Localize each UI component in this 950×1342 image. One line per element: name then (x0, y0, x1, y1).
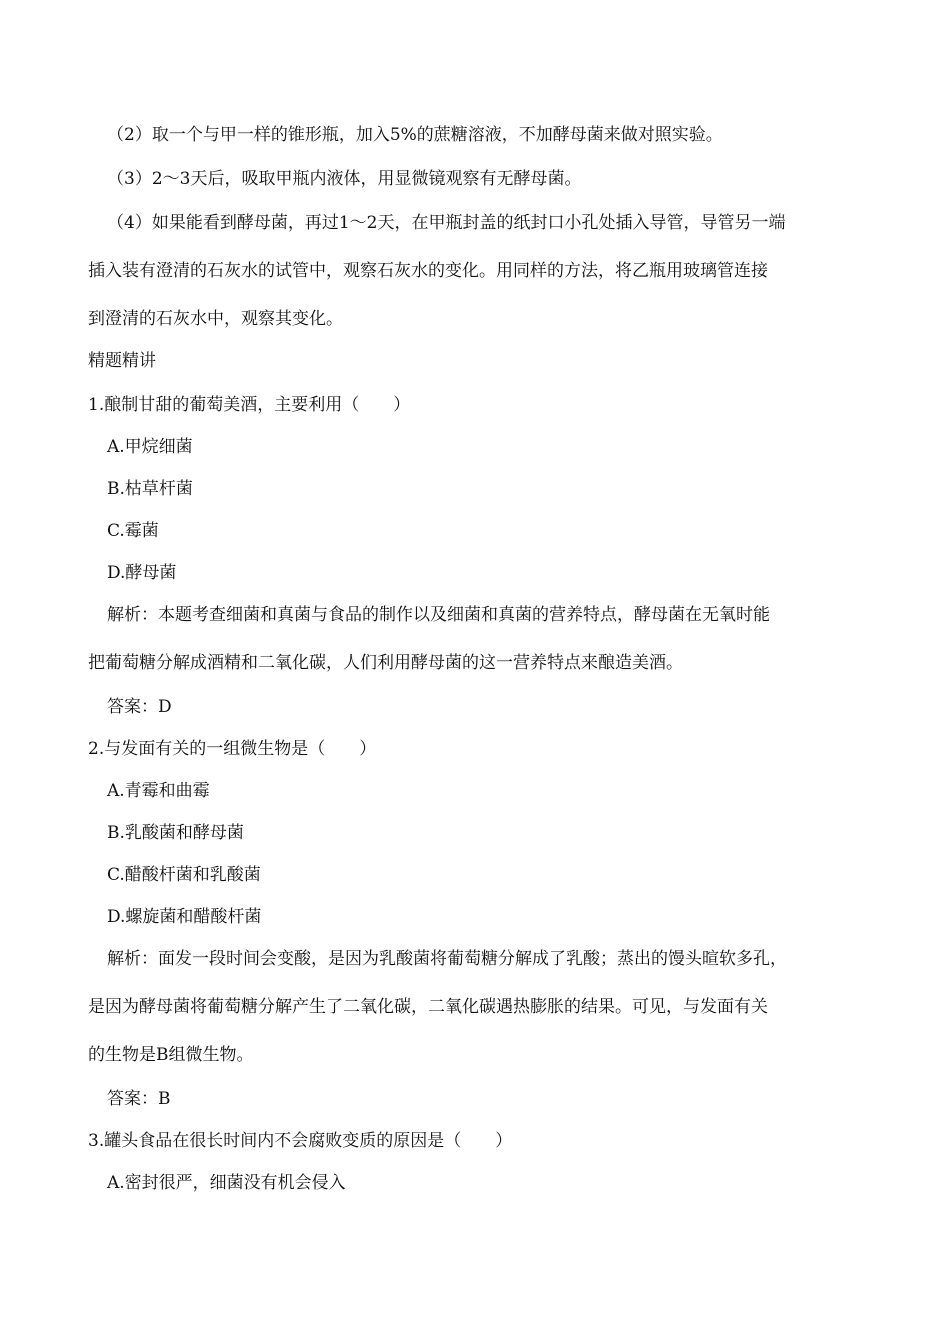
question-3-option-a: A.密封很严，细菌没有机会侵入 (107, 1173, 346, 1193)
question-1-option-b: B.枯草杆菌 (107, 479, 193, 499)
question-2-option-c: C.醋酸杆菌和乳酸菌 (107, 865, 261, 885)
question-2-stem: 2.与发面有关的一组微生物是（ ） (88, 739, 377, 759)
question-1-analysis-line-1: 解析：本题考查细菌和真菌与食品的制作以及细菌和真菌的营养特点，酵母菌在无氧时能 (107, 605, 770, 625)
question-1-stem: 1.酿制甘甜的葡萄美酒，主要利用（ ） (88, 395, 411, 415)
question-2-answer: 答案：B (107, 1089, 171, 1109)
question-1-option-a: A.甲烷细菌 (107, 437, 193, 457)
experiment-step-3: （3）2～3天后，吸取甲瓶内液体，用显微镜观察有无酵母菌。 (107, 169, 582, 189)
experiment-step-4-line-2: 插入装有澄清的石灰水的试管中，观察石灰水的变化。用同样的方法，将乙瓶用玻璃管连接 (88, 261, 768, 281)
question-2-option-d: D.螺旋菌和醋酸杆菌 (107, 907, 262, 927)
question-2-analysis-line-2: 是因为酵母菌将葡萄糖分解产生了二氧化碳，二氧化碳遇热膨胀的结果。可见，与发面有关 (88, 997, 768, 1017)
experiment-step-4-line-3: 到澄清的石灰水中，观察其变化。 (88, 309, 343, 329)
experiment-step-2: （2）取一个与甲一样的锥形瓶，加入5%的蔗糖溶液，不加酵母菌来做对照实验。 (107, 125, 723, 145)
question-1-option-d: D.酵母菌 (107, 563, 177, 583)
question-2-option-a: A.青霉和曲霉 (107, 781, 210, 801)
experiment-step-4-line-1: （4）如果能看到酵母菌，再过1～2天，在甲瓶封盖的纸封口小孔处插入导管，导管另一端 (107, 213, 786, 233)
question-2-option-b: B.乳酸菌和酵母菌 (107, 823, 244, 843)
question-2-analysis-line-3: 的生物是B组微生物。 (88, 1045, 254, 1065)
question-1-option-c: C.霉菌 (107, 521, 159, 541)
section-title: 精题精讲 (88, 351, 156, 371)
question-2-analysis-line-1: 解析：面发一段时间会变酸，是因为乳酸菌将葡萄糖分解成了乳酸；蒸出的馒头暄软多孔， (107, 949, 787, 969)
question-1-analysis-line-2: 把葡萄糖分解成酒精和二氧化碳，人们利用酵母菌的这一营养特点来酿造美酒。 (88, 653, 683, 673)
question-1-answer: 答案：D (107, 697, 172, 717)
question-3-stem: 3.罐头食品在很长时间内不会腐败变质的原因是（ ） (88, 1131, 513, 1151)
